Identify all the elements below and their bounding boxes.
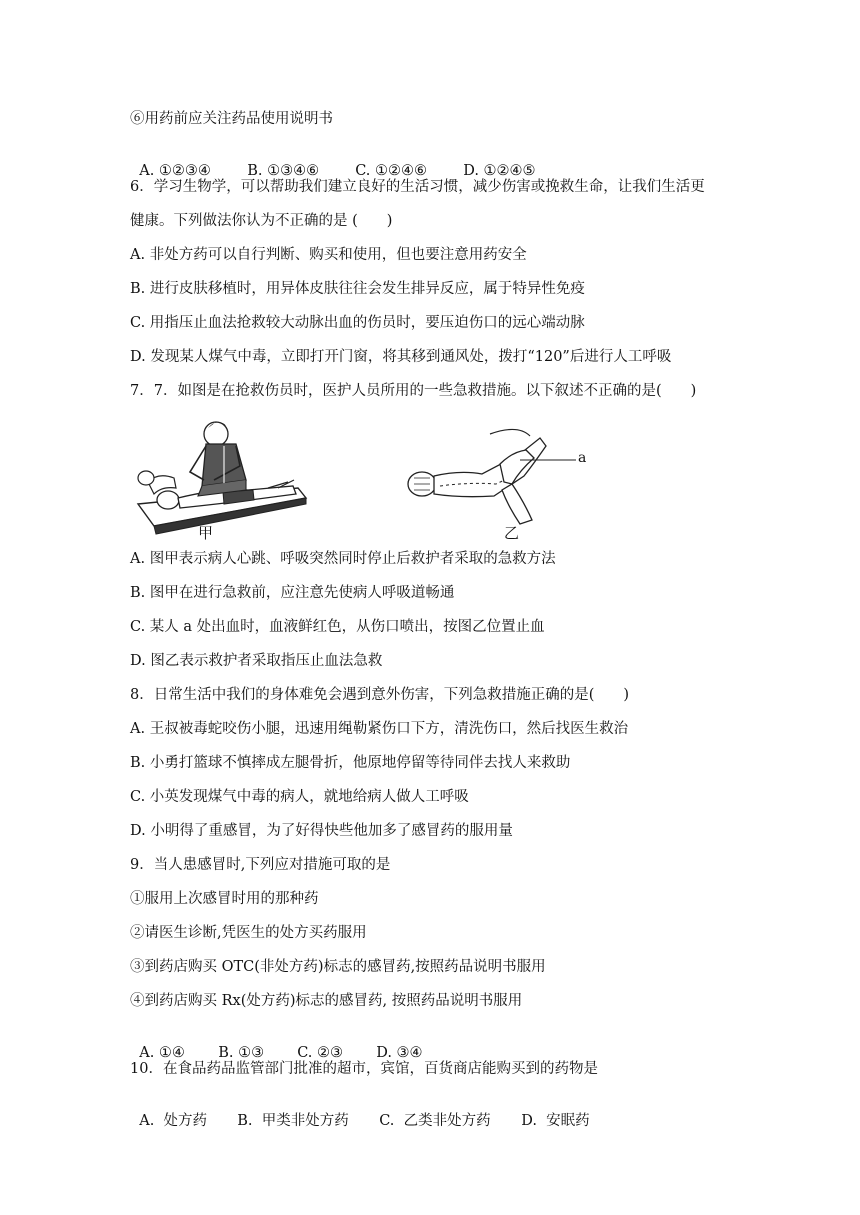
- q9-statement-4: ④到药店购买 Rx(处方药)标志的感冒药, 按照药品说明书服用: [130, 993, 523, 1009]
- line-6-medicine-label: ⑥用药前应关注药品使用说明书: [130, 111, 333, 127]
- figure-yi-arm-pressure: [400, 424, 600, 544]
- q9-statement-3: ③到药店购买 OTC(非处方药)标志的感冒药,按照药品说明书服用: [130, 959, 546, 975]
- q5-option-b[interactable]: B. ①③④⑥: [247, 163, 320, 179]
- q7-option-b[interactable]: B. 图甲在进行急救前，应注意先使病人呼吸道畅通: [130, 585, 455, 601]
- q10-option-b[interactable]: B. 甲类非处方药: [237, 1113, 349, 1129]
- q10-option-c[interactable]: C. 乙类非处方药: [379, 1113, 491, 1129]
- q10-options: [130, 1094, 590, 1130]
- q9-option-a[interactable]: A. ①④: [139, 1045, 185, 1061]
- q9-option-c[interactable]: C. ②③: [297, 1045, 344, 1061]
- q7-option-d[interactable]: D. 图乙表示救护者采取指压止血法急救: [130, 653, 383, 669]
- q10-option-a[interactable]: A. 处方药: [139, 1113, 208, 1129]
- q9-options: [130, 1026, 423, 1062]
- q10-option-d[interactable]: D. 安眠药: [521, 1113, 590, 1129]
- q6-stem-line-1: 6．学习生物学，可以帮助我们建立良好的生活习惯，减少伤害或挽救生命，让我们生活更: [130, 179, 705, 195]
- figure-jia-label: 甲: [198, 524, 214, 542]
- q6-option-d[interactable]: D. 发现某人煤气中毒，立即打开门窗，将其移到通风处，拨打“120”后进行人工呼吸: [130, 349, 672, 365]
- q9-statement-1: ①服用上次感冒时用的那种药: [130, 891, 319, 907]
- q8-option-a[interactable]: A. 王叔被毒蛇咬伤小腿，迅速用绳勒紧伤口下方，清洗伤口，然后找医生救治: [130, 721, 629, 737]
- q7-option-a[interactable]: A. 图甲表示病人心跳、呼吸突然同时停止后救护者采取的急救方法: [130, 551, 556, 567]
- q10-stem: 10．在食品药品监管部门批准的超市，宾馆，百货商店能购买到的药物是: [130, 1061, 598, 1077]
- q9-statement-2: ②请医生诊断,凭医生的处方买药服用: [130, 925, 367, 941]
- q9-option-d[interactable]: D. ③④: [376, 1045, 423, 1061]
- figure-yi-pointer-label-a: a: [578, 450, 587, 466]
- figure-jia-cpr: [128, 416, 328, 542]
- q5-option-c[interactable]: C. ①②④⑥: [355, 163, 428, 179]
- q6-option-c[interactable]: C. 用指压止血法抢救较大动脉出血的伤员时，要压迫伤口的远心端动脉: [130, 315, 585, 331]
- q7-stem: 7．7．如图是在抢救伤员时，医护人员所用的一些急救措施。以下叙述不正确的是( ): [130, 383, 697, 399]
- q9-option-b[interactable]: B. ①③: [218, 1045, 265, 1061]
- q8-option-c[interactable]: C. 小英发现煤气中毒的病人，就地给病人做人工呼吸: [130, 789, 469, 805]
- q5-option-a[interactable]: A. ①②③④: [139, 163, 211, 179]
- figure-yi-label: 乙: [504, 524, 520, 542]
- q5-options: [130, 144, 536, 180]
- q8-option-d[interactable]: D. 小明得了重感冒，为了好得快些他加多了感冒药的服用量: [130, 823, 513, 839]
- q6-stem-line-2: 健康。下列做法你认为不正确的是 ( ): [130, 213, 393, 229]
- q6-option-a[interactable]: A. 非处方药可以自行判断、购买和使用，但也要注意用药安全: [130, 247, 527, 263]
- q5-option-d[interactable]: D. ①②④⑤: [463, 163, 536, 179]
- q8-stem: 8．日常生活中我们的身体难免会遇到意外伤害，下列急救措施正确的是( ): [130, 687, 630, 703]
- q6-option-b[interactable]: B. 进行皮肤移植时，用异体皮肤往往会发生排异反应，属于特异性免疫: [130, 281, 585, 297]
- q7-option-c[interactable]: C. 某人 a 处出血时，血液鲜红色，从伤口喷出，按图乙位置止血: [130, 619, 545, 635]
- q8-option-b[interactable]: B. 小勇打篮球不慎摔成左腿骨折，他原地停留等待同伴去找人来救助: [130, 755, 571, 771]
- q9-stem: 9．当人患感冒时,下列应对措施可取的是: [130, 857, 391, 873]
